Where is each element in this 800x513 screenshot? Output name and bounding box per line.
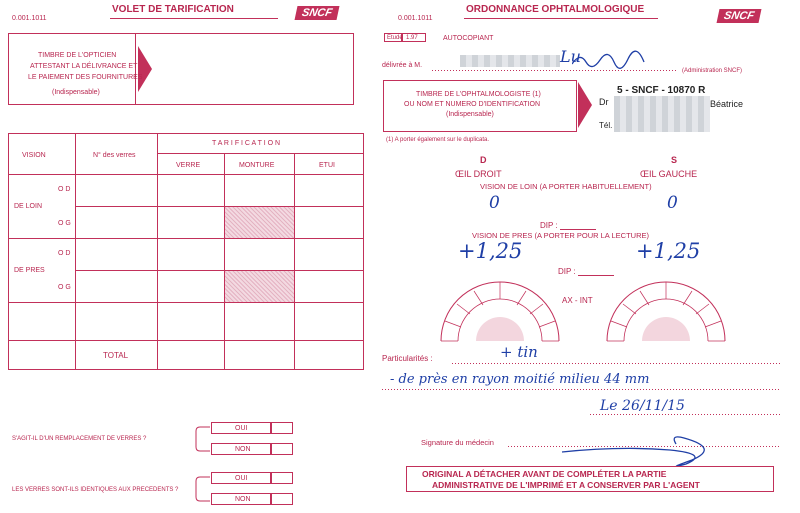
patient-name-field[interactable] [432, 70, 678, 71]
oeil-gauche-label: ŒIL GAUCHE [640, 169, 698, 179]
dip-label-2: DIP : [558, 267, 576, 276]
monture-og-pres-shaded [225, 271, 294, 302]
particularites-line-2[interactable] [382, 389, 780, 390]
d-label: D [480, 155, 487, 165]
left-title: VOLET DE TARIFICATION [112, 4, 234, 15]
autocopiant-label: AUTOCOPIANT [443, 35, 494, 42]
doctor-tel-label: Tél. [599, 121, 613, 130]
col-num-verres-header: N° des verres [93, 152, 136, 159]
particularites-handwritten-1: + tin [500, 343, 538, 361]
row-pres-od: O D [58, 250, 71, 257]
question-remplacement: S'AGIT-IL D'UN REMPLACEMENT DE VERRES ? [12, 436, 147, 442]
dip-field-1[interactable] [560, 229, 596, 230]
doctor-id: 5 - SNCF - 10870 R [617, 85, 706, 96]
footnote: (1) A porter également sur le duplicata. [386, 137, 490, 143]
pres-og-value: +1,25 [636, 239, 701, 263]
loin-od-value: 0 [489, 193, 500, 213]
date-line[interactable] [590, 414, 780, 415]
vision-loin-label: VISION DE LOIN (A PORTER HABITUELLEMENT) [480, 182, 652, 191]
q1-oui-label: OUI [235, 425, 248, 432]
left-doc-number: 0.001.1011 [12, 15, 47, 22]
col-tarification-header: T A R I F I C A T I O N [212, 140, 281, 147]
opticien-stamp-label-3: LE PAIEMENT DES FOURNITURES [28, 74, 143, 81]
page-separator [374, 0, 380, 513]
col-etui-header: ETUI [319, 162, 335, 169]
ophtalmo-stamp-label-2: OU NOM ET NUMERO D'IDENTIFICATION [404, 101, 541, 108]
oeil-droit-label: ŒIL DROIT [455, 169, 502, 179]
monture-og-loin-shaded [225, 207, 294, 238]
right-sncf-logo: SNCF [717, 9, 762, 23]
dip-field-2[interactable] [578, 275, 614, 276]
s-label: S [671, 155, 678, 165]
arrow-right-icon [138, 46, 152, 92]
arrow-right-icon [578, 82, 592, 128]
protractor-right-eye[interactable] [436, 277, 564, 343]
protractor-left-eye[interactable] [602, 277, 730, 343]
right-title-underline [464, 18, 658, 19]
patient-name-redacted [460, 55, 560, 67]
row-loin-od: O D [58, 186, 71, 193]
loin-og-value: 0 [667, 193, 678, 213]
opticien-stamp-label-4: (Indispensable) [52, 89, 100, 96]
q2-oui-checkbox[interactable] [271, 472, 293, 484]
etude-value: 1.97 [406, 35, 418, 41]
ophtalmo-stamp-label-3: (Indispensable) [446, 111, 494, 118]
particularites-handwritten-2: - de près en rayon moitié milieu 44 mm [390, 372, 650, 387]
q1-oui-checkbox[interactable] [271, 422, 293, 434]
left-title-underline [110, 18, 278, 19]
left-sncf-logo: SNCF [295, 6, 340, 20]
row-pres-og: O G [58, 284, 71, 291]
original-notice-line-2: ADMINISTRATIVE DE L'IMPRIMÉ ET A CONSERVER PAR L'AGENT [432, 480, 700, 490]
doctor-first-name: Béatrice [710, 99, 744, 109]
right-doc-number: 0.001.1011 [398, 15, 433, 22]
ax-int-label: AX - INT [562, 296, 593, 305]
admin-sncf-label: (Administration SNCF) [682, 68, 743, 74]
pres-od-value: +1,25 [458, 239, 523, 263]
ophtalmo-stamp-label-1: TIMBRE DE L'OPHTALMOLOGISTE (1) [416, 91, 541, 98]
bracket-icon [195, 471, 211, 507]
col-verre-header: VERRE [176, 162, 201, 169]
particularites-label: Particularités : [382, 354, 433, 363]
q2-oui-label: OUI [235, 475, 248, 482]
vision-pres-label: VISION DE PRES (A PORTER POUR LA LECTURE) [472, 231, 649, 240]
col-monture-header: MONTURE [239, 162, 275, 169]
opticien-stamp-area[interactable] [136, 33, 354, 105]
patient-handwriting-scribble [572, 50, 652, 70]
row-loin-label: DE LOIN [14, 203, 43, 210]
question-identiques: LES VERRES SONT-ILS IDENTIQUES AUX PRECEDENTS ? [12, 487, 179, 493]
opticien-stamp-label-2: ATTESTANT LA DÉLIVRANCE ET [30, 63, 138, 70]
q2-non-label: NON [235, 496, 251, 503]
right-title: ORDONNANCE OPHTALMOLOGIQUE [466, 4, 645, 15]
date-handwritten: Le 26/11/15 [600, 398, 685, 414]
q1-non-label: NON [235, 446, 251, 453]
etude-label: Etude [387, 35, 403, 41]
doctor-prefix: Dr [599, 97, 609, 107]
total-label: TOTAL [103, 351, 129, 360]
row-pres-label: DE PRES [14, 267, 45, 274]
original-notice-line-1: ORIGINAL A DÉTACHER AVANT DE COMPLÉTER LA PARTIE [422, 469, 667, 479]
signature-label: Signature du médecin [421, 438, 494, 447]
doctor-info-redacted [614, 96, 710, 132]
row-loin-og: O G [58, 220, 71, 227]
q2-non-checkbox[interactable] [271, 493, 293, 505]
opticien-stamp-label-1: TIMBRE DE L'OPTICIEN [38, 52, 117, 59]
dip-label-1: DIP : [540, 221, 558, 230]
q1-non-checkbox[interactable] [271, 443, 293, 455]
patient-handwritten: Lu [560, 47, 581, 66]
particularites-line-1[interactable] [452, 363, 780, 364]
bracket-icon [195, 421, 211, 457]
col-vision-header: VISION [22, 152, 46, 159]
delivree-label: délivrée à M. [382, 62, 423, 69]
